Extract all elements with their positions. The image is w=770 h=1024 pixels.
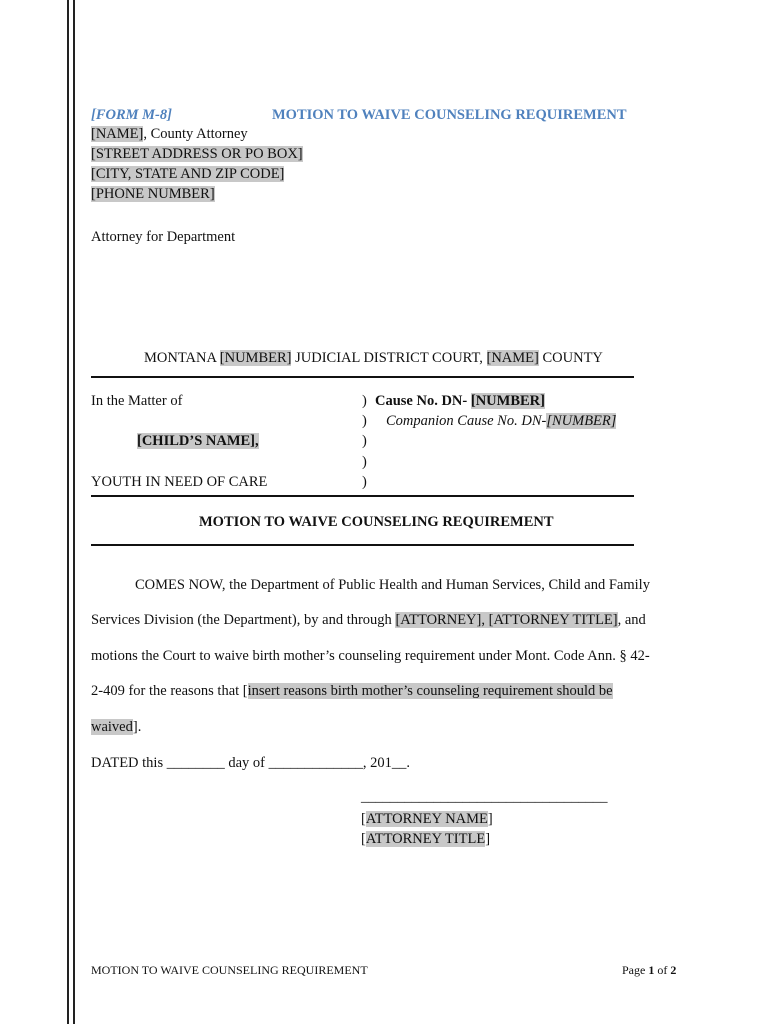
youth-label: YOUTH IN NEED OF CARE <box>91 474 268 490</box>
companion-number-placeholder: [NUMBER] <box>546 413 617 429</box>
dated-line: DATED this ________ day of _____________, 201__. <box>91 755 410 771</box>
county-attorney-label: , County Attorney <box>143 126 248 142</box>
motion-title: MOTION TO WAIVE COUNSELING REQUIREMENT <box>199 514 554 530</box>
body-line-1: COMES NOW, the Department of Public Health and Human Services, Child and Family <box>135 577 650 593</box>
street-address-placeholder: [STREET ADDRESS OR PO BOX] <box>91 146 303 162</box>
court-heading <box>144 350 603 367</box>
attorney-title-placeholder: [ATTORNEY TITLE] <box>488 612 618 628</box>
district-number-placeholder: [NUMBER] <box>219 350 292 366</box>
body-line-3: motions the Court to waive birth mother’s counseling requirement under Mont. Code Ann. § 42- <box>91 648 650 664</box>
page-current: 1 <box>648 963 655 977</box>
attorney-name-line <box>91 126 248 143</box>
attorney-for-label: Attorney for Department <box>91 229 236 245</box>
margin-line-left <box>67 0 69 1024</box>
court-middle: JUDICIAL DISTRICT COURT, <box>291 350 487 366</box>
court-prefix: MONTANA <box>144 350 220 366</box>
cause-label: Cause No. DN- <box>375 393 471 409</box>
body-line-2: Services Division (the Department), by and through [ATTORNEY], [ATTORNEY TITLE], and <box>91 612 646 628</box>
document-title-header: MOTION TO WAIVE COUNSELING REQUIREMENT <box>272 107 627 123</box>
child-name-placeholder: [CHILD’S NAME], <box>137 433 259 449</box>
attorney-name-signature: [ATTORNEY NAME] <box>361 811 493 827</box>
phone-placeholder: [PHONE NUMBER] <box>91 186 215 202</box>
page-total: 2 <box>670 963 677 977</box>
rule-below-title <box>91 544 634 546</box>
signature-line: __________________________________ <box>361 789 608 805</box>
margin-line-right <box>73 0 75 1024</box>
cause-number-placeholder: [NUMBER] <box>470 393 545 409</box>
caption-paren-5: ) <box>362 474 367 490</box>
name-placeholder: [NAME] <box>91 126 144 142</box>
body-line-5: waived]. <box>91 719 142 735</box>
companion-label: Companion Cause No. DN- <box>386 413 547 429</box>
caption-paren-1: ) <box>362 393 367 409</box>
reasons-placeholder: insert reasons birth mother’s counseling requirement should be <box>247 683 613 699</box>
attorney-placeholder: [ATTORNEY] <box>395 612 482 628</box>
caption-paren-4: ) <box>362 454 367 470</box>
body-line-4: 2-409 for the reasons that [insert reasons birth mother’s counseling requirement should be <box>91 683 613 699</box>
cause-number <box>375 393 545 410</box>
in-matter-label: In the Matter of <box>91 393 183 409</box>
reasons-placeholder-end: waived <box>91 719 133 735</box>
rule-above-caption <box>91 376 634 378</box>
caption-paren-2: ) <box>362 413 367 429</box>
rule-below-caption <box>91 495 634 497</box>
footer-title: MOTION TO WAIVE COUNSELING REQUIREMENT <box>91 963 368 977</box>
caption-paren-3: ) <box>362 433 367 449</box>
address-line <box>91 146 303 163</box>
court-suffix: COUNTY <box>538 350 603 366</box>
city-state-zip-placeholder: [CITY, STATE AND ZIP CODE] <box>91 166 285 182</box>
attorney-title-sig-placeholder: ATTORNEY TITLE <box>365 831 486 847</box>
attorney-name-placeholder: ATTORNEY NAME <box>365 811 488 827</box>
attorney-title-signature: [ATTORNEY TITLE] <box>361 831 491 847</box>
city-line <box>91 166 284 183</box>
form-id: [FORM M-8] <box>91 107 172 123</box>
page-number: Page 1 of 2 <box>622 963 677 977</box>
phone-line <box>91 186 215 203</box>
companion-cause-number <box>386 413 616 430</box>
county-name-placeholder: [NAME] <box>486 350 539 366</box>
